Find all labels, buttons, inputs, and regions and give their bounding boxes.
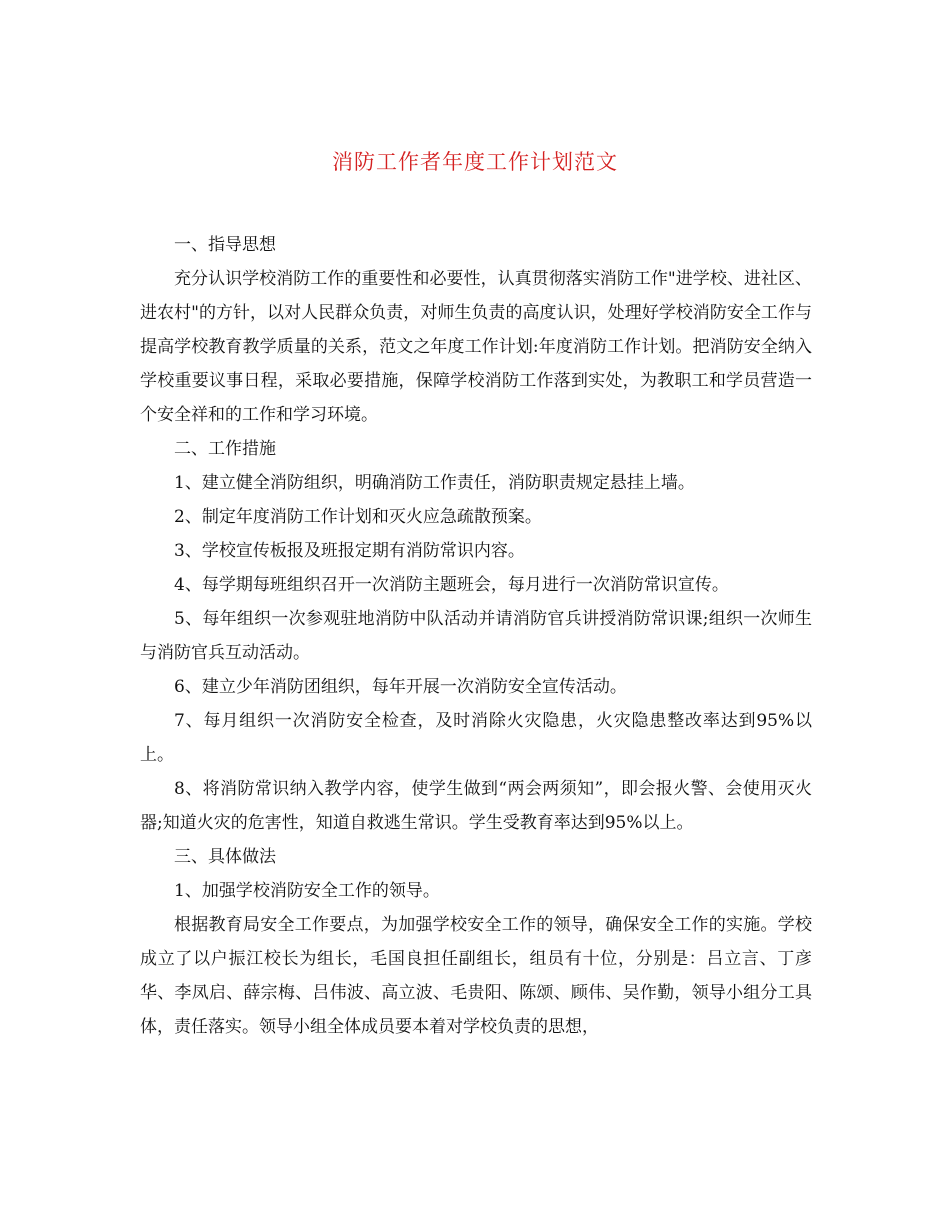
list-item: 8、将消防常识纳入教学内容，使学生做到“两会两须知”，即会报火警、会使用灭火器;知道火灾的危害性，知道自救逃生常识。学生受教育率达到95%以上。 [140, 779, 812, 833]
list-item: 3、学校宣传板报及班报定期有消防常识内容。 [174, 541, 525, 561]
document-body [140, 228, 812, 1044]
document-title: 消防工作者年度工作计划范文 [332, 150, 618, 174]
list-item: 4、每学期每班组织召开一次消防主题班会，每月进行一次消防常识宣传。 [174, 575, 729, 595]
paragraph-leadership: 根据教育局安全工作要点，为加强学校安全工作的领导，确保安全工作的实施。学校成立了以户振江校长为组长，毛国良担任副组长，组员有十位，分别是：吕立言、丁彦华、李凤启、薛宗梅、吕伟波、高立波、毛贵阳、陈颂、顾伟、吴作勤，领导小组分工具体，责任落实。领导小组全体成员要本着对学校负责的思想， [140, 915, 812, 1037]
list-item: 6、建立少年消防团组织，每年开展一次消防安全宣传活动。 [174, 677, 627, 697]
list-item: 7、每月组织一次消防安全检查，及时消除火灾隐患，火灾隐患整改率达到95%以上。 [140, 711, 812, 765]
list-item: 5、每年组织一次参观驻地消防中队活动并请消防官兵讲授消防常识课;组织一次师生与消防官兵互动活动。 [140, 609, 812, 663]
subsection-heading-leadership: 1、加强学校消防安全工作的领导。 [174, 881, 440, 901]
list-item: 1、建立健全消防组织，明确消防工作责任，消防职责规定悬挂上墙。 [174, 473, 695, 493]
list-item: 2、制定年度消防工作计划和灭火应急疏散预案。 [174, 507, 542, 527]
section-heading-specific-practices: 三、具体做法 [174, 847, 276, 867]
section-heading-guiding-ideology: 一、指导思想 [174, 235, 276, 255]
section-heading-work-measures: 二、工作措施 [174, 439, 276, 459]
paragraph-guiding-ideology: 充分认识学校消防工作的重要性和必要性，认真贯彻落实消防工作"进学校、进社区、进农村"的方针，以对人民群众负责，对师生负责的高度认识，处理好学校消防安全工作与提高学校教育教学质量的关系，范文之年度工作计划:年度消防工作计划。把消防安全纳入学校重要议事日程，采取必要措施，保障学校消防工作落到实处，为教职工和学员营造一个安全祥和的工作和学习环境。 [140, 269, 812, 425]
